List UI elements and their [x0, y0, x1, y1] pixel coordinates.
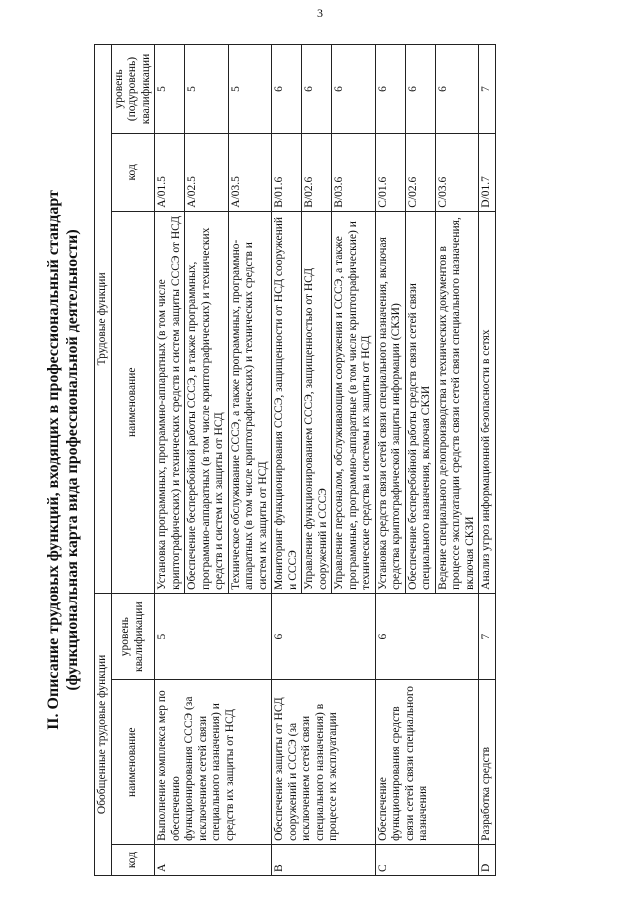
function-code: B/02.6	[302, 133, 332, 211]
function-code: C/01.6	[375, 133, 405, 211]
function-name: Управление персоналом, обслуживающим сооружения и СССЭ, а также программные, программно-аппаратные (в том числе криптографические) и технические средства и системы их защиты от НСД	[332, 211, 376, 593]
title-line-1: II. Описание трудовых функций, входящих в профессиональный стандарт	[45, 190, 62, 730]
function-level: 5	[155, 45, 185, 134]
function-name: Обеспечение бесперебойной работы СССЭ, в также программных, программно-аппаратных (в том числе криптографических) и технических средств и систем их защиты от НСД	[185, 211, 229, 593]
function-level: 7	[479, 45, 496, 134]
function-level: 5	[185, 45, 229, 134]
header-code: код	[111, 844, 155, 875]
function-code: B/01.6	[272, 133, 302, 211]
function-code: C/02.6	[405, 133, 435, 211]
page-number: 3	[317, 6, 323, 20]
header-name: наименование	[111, 680, 155, 844]
function-name: Мониторинг функционирования СССЭ, защищенности от НСД сооружений и СССЭ	[272, 211, 302, 593]
header-level: уровень квалификации	[111, 593, 155, 680]
header-tf-level: уровень (подуровень) квалификации	[111, 45, 155, 134]
group-code: C	[375, 844, 479, 875]
function-level: 6	[405, 45, 435, 134]
header-row-bottom	[111, 45, 155, 876]
function-code: D/01.7	[479, 133, 496, 211]
table-row	[479, 45, 496, 876]
header-functions: Трудовые функции	[95, 45, 112, 594]
header-tf-code: код	[111, 133, 155, 211]
function-level: 6	[332, 45, 376, 134]
table-row	[272, 45, 302, 876]
function-name: Установка средств связи сетей связи специального назначения, включая средства криптографической защиты информации (СКЗИ)	[375, 211, 405, 593]
function-code: A/02.5	[185, 133, 229, 211]
group-code: D	[479, 844, 496, 875]
group-level: 6	[375, 593, 479, 680]
table-row	[375, 45, 405, 876]
function-name: Обеспечение бесперебойной работы средств связи сетей связи специального назначения, включая СКЗИ	[405, 211, 435, 593]
group-name: Разработка средств	[479, 680, 496, 844]
function-level: 5	[228, 45, 272, 134]
group-name: Обеспечение защиты от НСД сооружений и СССЭ (за исключением сетей связи специального назначения) в процессе их эксплуатации	[272, 680, 376, 844]
group-code: A	[155, 844, 272, 875]
document-title	[44, 40, 82, 880]
header-generalized: Обобщенные трудовые функции	[95, 593, 112, 875]
function-code: A/03.5	[228, 133, 272, 211]
group-name: Обеспечение функционирования средств связи сетей связи специального назначения	[375, 680, 479, 844]
function-level: 6	[375, 45, 405, 134]
function-code: C/03.6	[435, 133, 479, 211]
function-code: A/01.5	[155, 133, 185, 211]
function-name: Установка программных, программно-аппаратных (в том числе криптографических) и технических средств и систем защиты СССЭ от НСД	[155, 211, 185, 593]
function-name: Управление функционированием СССЭ, защищенностью от НСД сооружений и СССЭ	[302, 211, 332, 593]
function-level: 6	[272, 45, 302, 134]
title-line-2: (функциональная карта вида профессиональной деятельности)	[64, 229, 81, 691]
rotated-page-content	[0, 40, 640, 880]
group-name: Выполнение комплекса мер по обеспечению функционирования СССЭ (за исключением сетей связи специального назначения) и средств их защиты от НСД	[155, 680, 272, 844]
function-name: Техническое обслуживание СССЭ, а также программных, программно-аппаратных (в том числе криптографических) и технических средств и систем их защиты от НСД	[228, 211, 272, 593]
group-level: 6	[272, 593, 376, 680]
function-name: Анализ угроз информационной безопасности в сетях	[479, 211, 496, 593]
function-level: 6	[302, 45, 332, 134]
header-tf-name: наименование	[111, 211, 155, 593]
group-level: 7	[479, 593, 496, 680]
group-level: 5	[155, 593, 272, 680]
header-row-top	[95, 45, 112, 876]
function-name: Ведение специального делопроизводства и технических документов в процессе эксплуатации средств связи сетей связи специального назначения, включая СКЗИ	[435, 211, 479, 593]
function-level: 6	[435, 45, 479, 134]
functional-map-table	[94, 44, 496, 876]
table-row	[155, 45, 185, 876]
group-code: B	[272, 844, 376, 875]
function-code: B/03.6	[332, 133, 376, 211]
